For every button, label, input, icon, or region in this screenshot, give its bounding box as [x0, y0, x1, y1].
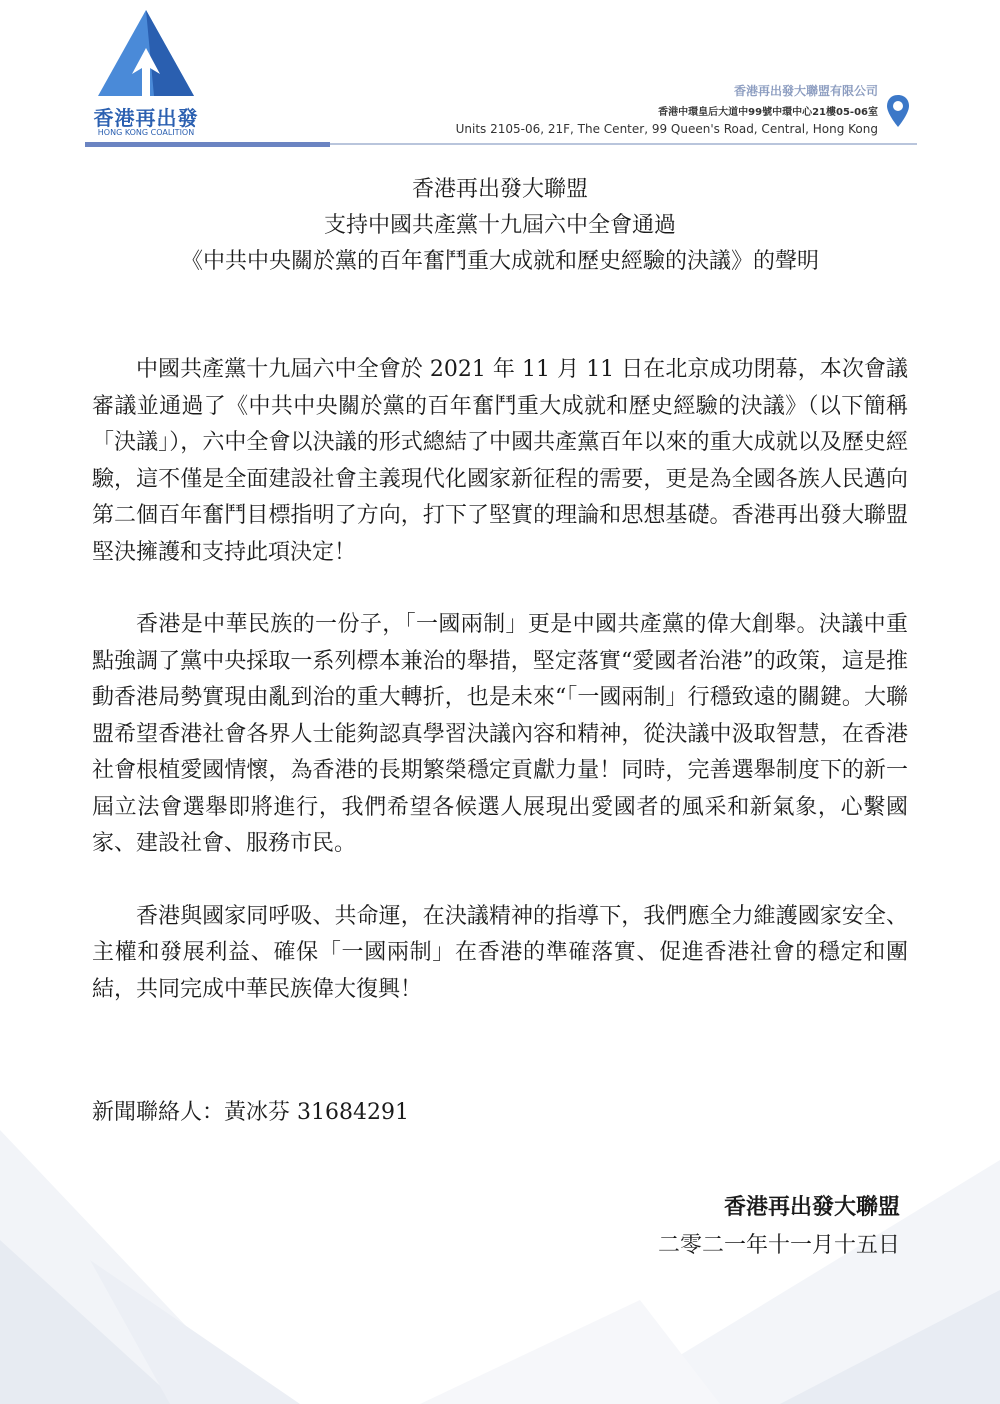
title-line-2: 支持中國共產黨十九屆六中全會通過	[323, 213, 676, 238]
coalition-logo	[86, 8, 206, 138]
paragraph-1: 中國共產黨十九屆六中全會於 2021 年 11 月 11 日在北京成功閉幕，本次會議審議並通過了《中共中央關於黨的百年奮鬥重大成就和歷史經驗的決議》（以下簡稱「決議」），六中全會以決議的形式總結了中國共產黨百年以來的重大成就以及歷史經驗，這不僅是全面建設社會主義現代化國家新征程的需要，更是為全國各族人民邁向第二個百年奮鬥目標指明了方向，打下了堅實的理論和思想基礎。香港再出發大聯盟堅決擁護和支持此項決定！	[92, 357, 908, 565]
paragraph-2: 香港是中華民族的一份子，「一國兩制」更是中國共產黨的偉大創舉。決議中重點強調了黨中央採取一系列標本兼治的舉措，堅定落實“愛國者治港”的政策，這是推動香港局勢實現由亂到治的重大轉折，也是未來“「一國兩制」行穩致遠的關鍵。大聯盟希望香港社會各界人士能夠認真學習決議內容和精神，從決議中汲取智慧，在香港社會根植愛國情懷，為香港的長期繁榮穩定貢獻力量！同時，完善選舉制度下的新一屆立法會選舉即將進行，我們希望各候選人展現出愛國者的風采和新氣象，心繫國家、建設社會、服務市民。	[92, 612, 908, 856]
title-line-1: 香港再出發大聯盟	[411, 177, 588, 202]
signature-org: 香港再出發大聯盟	[723, 1195, 900, 1220]
press-contact: 新聞聯絡人：黃冰芬 31684291	[92, 1100, 409, 1125]
location-pin-icon	[886, 94, 910, 128]
company-address-en: Units 2105-06, 21F, The Center, 99 Queen's Road, Central, Hong Kong	[455, 122, 878, 136]
paragraph-3: 香港與國家同呼吸、共命運，在決議精神的指導下，我們應全力維護國家安全、主權和發展利益、確保「一國兩制」在香港的準確落實、促進香港社會的穩定和團結，共同完成中華民族偉大復興！	[92, 903, 908, 1002]
statement-title	[0, 172, 1000, 280]
company-info	[456, 82, 878, 136]
logo-subtext: HONG KONG COALITION	[97, 128, 195, 137]
letterhead	[0, 0, 1000, 160]
title-line-3: 《中共中央關於黨的百年奮鬥重大成就和歷史經驗的決議》的聲明	[180, 249, 819, 274]
company-address-zh: 香港中環皇后大道中99號中環中心21樓05-06室	[658, 107, 878, 118]
statement-body	[92, 352, 908, 1044]
header-divider-accent	[85, 142, 330, 147]
signature-date: 二零二一年十一月十五日	[657, 1233, 900, 1258]
signature-block	[658, 1190, 900, 1266]
triangle-logo-icon	[94, 8, 198, 100]
logo-text: 香港再出發	[93, 106, 199, 130]
company-name: 香港再出發大聯盟有限公司	[733, 84, 878, 98]
